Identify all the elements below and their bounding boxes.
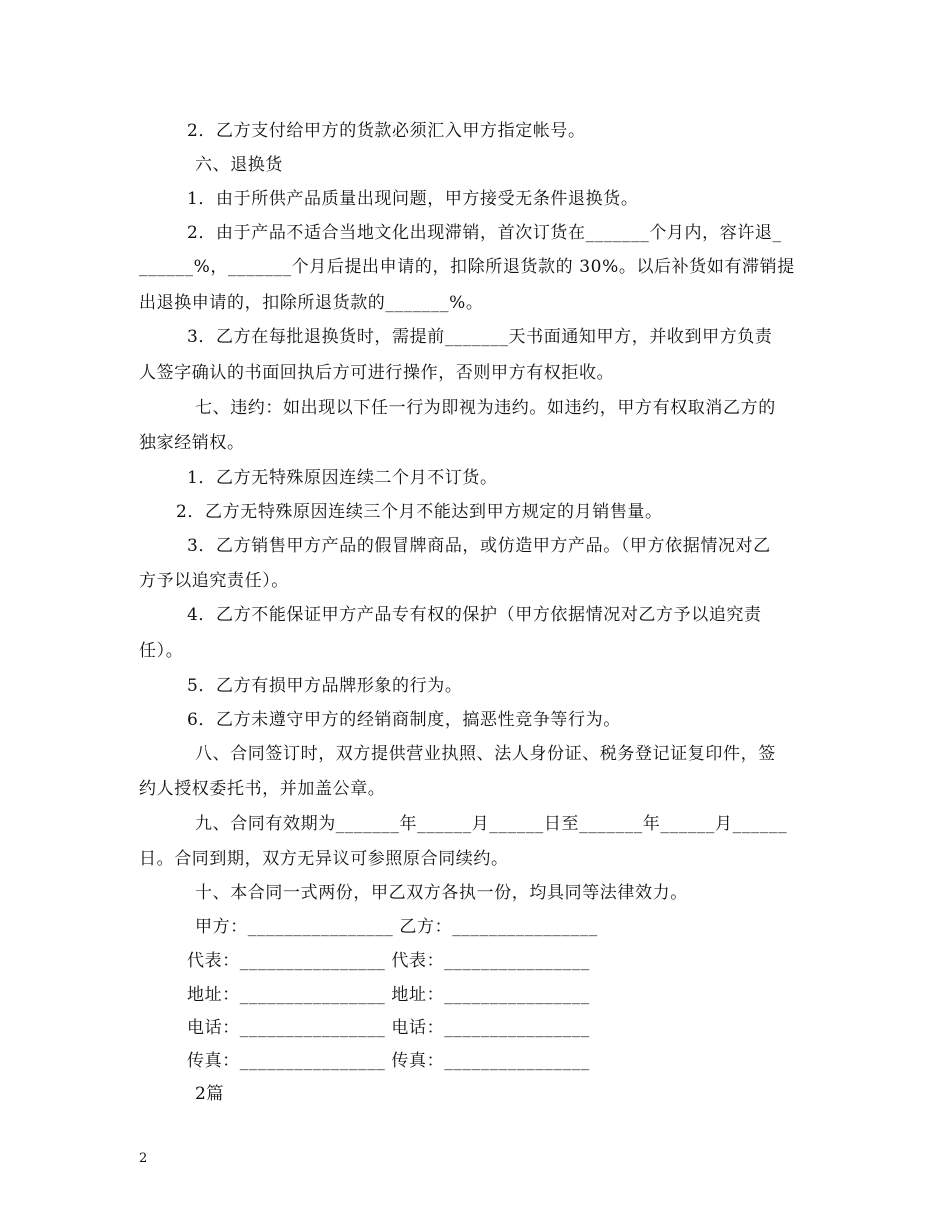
text-line: 日。合同到期，双方无异议可参照原合同续约。	[139, 849, 509, 869]
signature-line: 电话：________________ 电话：________________	[187, 1018, 590, 1038]
text-line: 4．乙方不能保证甲方产品专有权的保护（甲方依据情况对乙方予以追究责	[187, 605, 762, 625]
section-heading: 七、违约：如出现以下任一行为即视为违约。如违约，甲方有权取消乙方的	[195, 398, 776, 418]
text-line: 6．乙方未遵守甲方的经销商制度，搞恶性竞争等行为。	[187, 710, 621, 730]
section-heading: 十、本合同一式两份，甲乙双方各执一份，均具同等法律效力。	[195, 883, 688, 903]
text-line: 独家经销权。	[139, 433, 245, 453]
text-line: 任）。	[139, 641, 184, 661]
section-heading: 六、退换货	[195, 155, 283, 175]
text-line: ______%，_______个月后提出申请的，扣除所退货款的 30%。以后补货如有滞销提	[139, 257, 795, 277]
text-line: 1．乙方无特殊原因连续二个月不订货。	[187, 468, 498, 488]
text-line: 2．由于产品不适合当地文化出现滞销，首次订货在_______个月内，容许退_	[187, 223, 782, 243]
signature-line: 代表：________________ 代表：________________	[187, 951, 590, 971]
text-line: 约人授权委托书，并加盖公章。	[139, 779, 386, 799]
signature-line: 传真：________________ 传真：________________	[187, 1051, 590, 1071]
text-line: 2篇	[195, 1084, 225, 1104]
section-heading: 八、合同签订时，双方提供营业执照、法人身份证、税务登记证复印件，签	[195, 744, 776, 764]
signature-line: 甲方：________________ 乙方：________________	[195, 917, 598, 937]
text-line: 2．乙方支付给甲方的货款必须汇入甲方指定帐号。	[187, 121, 586, 141]
page-number: 2	[139, 1151, 148, 1166]
text-line: 方予以追究责任）。	[139, 571, 289, 591]
text-line: 人签字确认的书面回执后方可进行操作，否则甲方有权拒收。	[139, 363, 615, 383]
text-line: 3．乙方销售甲方产品的假冒牌商品，或仿造甲方产品。（甲方依据情况对乙	[187, 536, 771, 556]
text-line: 1．由于所供产品质量出现问题，甲方接受无条件退换货。	[187, 189, 639, 209]
text-line: 2．乙方无特殊原因连续三个月不能达到甲方规定的月销售量。	[176, 502, 663, 522]
text-line: 5．乙方有损甲方品牌形象的行为。	[187, 676, 463, 696]
text-line: 3．乙方在每批退换货时，需提前_______天书面通知甲方，并收到甲方负责	[187, 327, 773, 347]
text-line: 出退换申请的，扣除所退货款的_______%。	[139, 293, 484, 313]
section-heading: 九、合同有效期为_______年______月______日至_______年______月______	[195, 814, 788, 834]
signature-line: 地址：________________ 地址：________________	[187, 985, 590, 1005]
